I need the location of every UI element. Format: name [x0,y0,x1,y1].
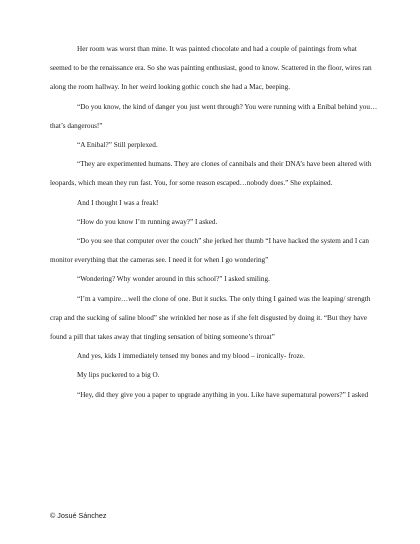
copyright-footer: © Josué Sánchez [50,511,107,520]
paragraph: My lips puckered to a big O. [77,371,160,380]
paragraph: “I’m a vampire…well the clone of one. But it sucks. The only thing I gained was the leaping/ strength crap and the sucking of saline blood” she wrinkled her nose as if she felt disgusted by doing it. “But they have found a pill that takes away that tingling sensation of biting someone’s throat” [50,294,371,342]
paragraph: “Hey, did they give you a paper to upgrade anything in you. Like have supernatural powers?” I asked [77,390,369,399]
story-body [50,40,380,405]
paragraph: “Do you see that computer over the couch” she jerked her thumb “I have hacked the system and I can monitor everything that the cameras see. I need it for when I go wondering” [50,237,369,265]
paragraph: “Do you know, the kind of danger you just went through? You were running with a Enibal behind you…that’s dangerous!” [50,102,378,130]
paragraph: “How do you know I’m running away?” I asked. [77,217,218,226]
paragraph: “Wondering? Why wonder around in this school?” I asked smiling. [77,275,270,284]
paragraph: “A Enibal?” Still perplexed. [77,141,158,150]
paragraph: Her room was worst than mine. It was painted chocolate and had a couple of paintings from what seemed to be the renaissance era. So she was painting enthusiast, good to know. Scattered in the floor, wires ran along the room hallway. In her weird looking gothic couch she had a Mac, beeping. [50,45,372,92]
paragraph: And I thought I was a freak! [77,198,159,207]
paragraph: “They are experimented humans. They are clones of cannibals and their DNA’s have been altered with leopards, which mean they run fast. You, for some reason escaped…nobody does.” She explained. [50,160,372,188]
paragraph: And yes, kids I immediately tensed my bones and my blood – ironically- froze. [77,352,305,361]
